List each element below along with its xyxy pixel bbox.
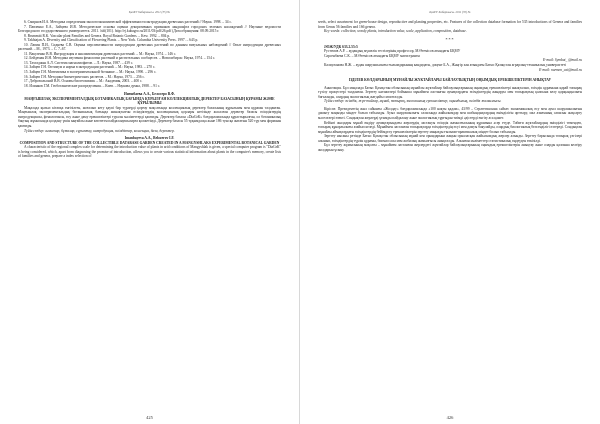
reference-item: 8. Brummitt R.K. Vascular plant Families and Genera. Royal Botanic Gardens. – Kew. 1992. – 804 p.: [24, 33, 171, 38]
kz-authors: Инешбаева А.А., Белосеро В.Ф.: [123, 92, 176, 97]
en-abstract-continued: seeds, select assortment for green-house design, reproductive and planting properties, etc. Features of the collection database formation for 535 introductions of Genera and families from Genus 56 families and 166 genera.: [318, 20, 582, 29]
page-number: 426: [446, 415, 454, 420]
kz-title: МАҢҒЫШЛАҚ ЭКСПЕРИМЕНТАЛДЫҚ БОТАНИКАЛЫҚ БАҒЫНДА ҚҰРЫЛҒАН КОЛЛЕКЦИЯЛЫҚ ДЕРЕКТЕР БАЗАСЫНЫҢ ҚҰРАМЫ ЖӘНЕ ҚҰРЫЛЫМЫ: [24, 96, 275, 106]
author-line: Калиуланова Н.Ж. – аудан шаруашылығы ғылымдарының кандидаты, доцент Б.А., Жәңгір хан атындағы Батыс Қазақстан аграрлық-техникалық университеті: [324, 63, 567, 68]
reference-item: 9. Takhtajan A. Diversity and Classification of Flowering Plants. – New York. Columbia University Press. 1997. – 643 p.: [24, 38, 199, 43]
en-keywords: Key words: collection, woody plants, introduction value, scale, application, composition, database.: [324, 29, 467, 34]
page-number: 425: [146, 415, 153, 420]
reference-item: 14. Зайцев Г.Н. Оптимум и норма в интродукции растений. – М.: Наука, 1983. – 270 с.: [24, 65, 156, 70]
running-head: ҚазҰУ Хабаршысы. 2011 (35) №: [128, 10, 171, 14]
reference-item: 16. Зайцев Г.Н. Методика биометрических расчетов. – М.: Наука, 1973. – 256 с.: [24, 74, 145, 79]
running-head: ҚазҰУ Хабаршысы. 2011 (35) №: [429, 10, 471, 14]
article-title: ІЗДІЛЕВ КӨЛДАРЫНЫҢ МҰНАЙЛЫ ЖҮКТАЙЛАРЫ БАЙЛАУЛЫҚТЫҢ ОҢЫМДЫҚ ЕРЕКШЕЛІКТЕРІН АНЫҚТАУ: [348, 78, 552, 83]
body-paragraph: Зерттеу нысаны ретінде Батыс Қазақстан облысының мұнай кен орындарына жақын орналасқан жайылымдық жерлер алынды. Зерттеу барысында топырақ үлгілері алынып, өсімдіктердің түрлік құрамы, биомассасы мен жобалық жамылғысы анықталды. Алынған мәліметтер статистикалық өңдеуден өткізілді.: [318, 134, 582, 143]
reference-item: 18. Илинков Г.М. Геоботанические распределения. – Киев. – Наукова думка, 1988. – 91 с.: [24, 83, 161, 88]
author-line: Сарсенбаева С.К. – М.Өтемісов атындағы БҚМУ магистранты: [324, 53, 420, 58]
abstract: Аннотация. Бұл мақалада Батыс Қазақстан облысының мұнайлы жүктайлар байлаулықтарының оңымдық ерекшеліктері анықталып, өсімдік құрамына қарай топырақ түзілу процестері талданған. Зерттеу нәтижелері бойынша мұнаймен ластанған аумақтардағы өсімдіктердің жаңаруы мен топырақтың қалпына келу қарқындылығы бағаланды, олардың экологиялық жағдайы сипатталды.: [318, 85, 582, 99]
reference-item: 15. Зайцев Г.Н. Математика в экспериментальной ботанике. – М.: Наука, 1990. – 296 с.: [24, 70, 157, 75]
reference-item: 6. Смирнов И.А. Методика определения экологоэкономической эффективности интродукции древесных растений // Наука. 1998. – 34 с.: [24, 20, 232, 24]
right-page: [300, 0, 600, 424]
en-title: COMPOSITION AND STRUCTURE OF THE COLLECTIBLE DATABASE GARDEN CREATED IN A MANGYSHLAKS EXPERIMENTAL BOTANICAL GARDEN: [19, 140, 280, 145]
kz-keywords: Түйін сөздер: ағаштар, бұталар, сұрыптау, интродукция, өсімдіктер, коллекция, база, деректер.: [24, 128, 175, 133]
body-paragraph: Кіріспе. Президенттің жыл сайынғы «Жолдау» бағдарламасында «100 нақты қадам», 43/99 – Стратегиясына сәйкес экономикалық өсу мен ауыл шаруашылығын дамыту маңызды міндет болып табылады. Ауыл шаруашылығы саласында жайылымдар мен шабындықтардың өнімділігін арттыру, мал азығының сапасын жақсарту мәселелері өзекті. Сондықтан жерлерді ұтымды пайдалану және экологиялық тұрғыдан тиімді әдістерді енгізу аса қажет.: [318, 106, 582, 121]
reference-item: 12. Бейдеман И.Н. Методика изучения фенологии растений и растительных сообществ. – Новосибирск: Наука, 1974. – 154 с.: [24, 56, 216, 61]
body-paragraph: Кейінгі жылдары мұнай өндіру аумақтарындағы жерлердің ластануы өсімдік жамылғысының құрамына әсер етуде. Табиғи жүктайлардың өнімділігі төмендеп, топырақ құнарлылығы азайып келеді. Мұнаймен ластанған топырақтарда өсімдіктердің өсуі мен дамуы баяулайды, олардың биологиялық белсенділігі өзгереді. Сондықтан мұнайлы аймақтардағы өсімдіктердің бейімделу ерекшеліктерін зерттеу маңызды ғылыми-практикалық міндет болып табылады.: [318, 120, 582, 134]
author-email: E-mail: nurmen_cat@mail.ru: [539, 67, 582, 72]
keywords: Түйін сөздер: өсімдік, жүк-тайлар, мұнай, топырақ, экологиялық ерекшеліктер, оңымдылық, өсімдік жамылғысы.: [324, 99, 502, 104]
en-abstract: A characteristic of the regional complex scale for determining the introduction value of plants in arid conditions of Mangyshlak is given, a special computer program is "DiaGrK" is being considered, which, apart from diagnosing the promise of introduction, allows you to create various statistical information about plants in the computer's memory, create lists of families and genera, prepare a index selection of: [18, 145, 281, 159]
reference-item: 17. Добровольский В.В. Основы биогеохимии. – М.: Академия, 2003. – 400 с.: [24, 79, 143, 84]
en-authors: Imanbayeva A.A., Belozerov I.F.: [124, 136, 175, 141]
reference-item: 7. Павленко Е.А., Зайцева И.В. Методические основы оценки декоративных признаков ландшафта городских зеленых насаждений // Научные ведомости Белгородского государственного университета. 2011. №6(101). http://ej.kubagro.ru/2011/03/pdf/26.pdf (Дата обращения: 08.09.2015 г.: [18, 24, 281, 34]
reference-item: 10. Лапин П.И., Сиднева С.В. Оценка перспективности интродукции древесных растений по данным визуальных наблюдений // Опыт интродукции древесных растений. – М., 1973. – С. 7–67.: [18, 42, 281, 52]
author-email: E-mail: Symbat_ @mail.ru: [543, 58, 582, 63]
references-list: [18, 20, 281, 88]
section-separator: ***: [445, 36, 455, 42]
udc-code: ӘОЖ/УДК 633.2.55:5: [324, 44, 358, 49]
author-line: Рустемов А.Р. – аудандық мүшелік тестілерінің профессор, М.Өтемісов атындағы БҚМУ: [324, 49, 461, 54]
reference-item: 13. Тахтаджян А.Л. Система магнолиофитов. – Л.: Наука, 1987. – 439 с.: [24, 60, 134, 65]
body-paragraph: Бұл зерттеу жұмысының мақсаты – мұнаймен ластанған жерлердегі жүктайлар байлаулықтарының оңымдық ерекшеліктерін анықтау және оларды қалпына келтіру жолдарын ұсыну.: [318, 143, 582, 152]
reference-item: 11. Вакуленко В.В. Интродукция и акклиматизация древесных растений. – М.: Наука, 1974. – 146 с.: [24, 51, 177, 56]
kz-abstract: Мақалада қызыл кітапқа енгізілген, жоғалып кету қаупі бар түрлерді қорғау мақсатында коллекциялық деректер базасының құрылымы мен құрамы талданған. Маңғышлақ экспериментальдық ботаникалық бағында жинақталған өсімдіктердің коллекциялық қорлары негізінде жасалған деректер базасы өсімдіктердің интродукциясы, фенологиясы, өсу және даму ерекшеліктері туралы мәліметтерді қамтиды. Деректер базасы «DiaGrK» бағдарламасында құрастырылған, ол ботаникалық бақтың жұмысында қолдану үшін ыңғайлы және көптеген пайдаланушыларға қолжетімді. Деректер базасы 55 тұқымдасқа және 186 туысқа жататын 520 түр мен форманы қамтиды.: [18, 105, 281, 129]
